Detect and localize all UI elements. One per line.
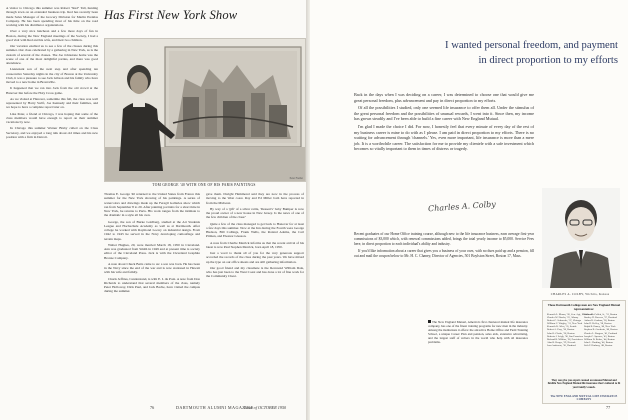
portrait-caption: CHARLES A. COLBY, Wichita, Kansas [550,292,610,296]
paragraph: George, the son of Burke Goldberg, studied at the Art Students League and Hochschule Academy as well as at Dartmouth. After college he worked with Raymond Loewy on industrial design. From 1942 to 1945 he served in the Navy developing camouflage and terrain maps. [104,219,200,241]
ad-body-copy [354,92,534,154]
paragraph: As we visited at Hanover, sometime this fall, the class was well represented by Harry Swift, Joe Kennedy and their families, and we hope to have a complete report later on. [6,96,98,110]
company-name: The NEW ENGLAND MUTUAL LIFE INSURANCE COMPANY [550,395,618,401]
paragraph: A note about Chuck Betts came to us: a son was born. He has been in the Navy since the end of the war and is now stationed in Hawaii with his wife and family. [104,261,200,275]
representative-name: Roberta J. Leigh, '36, San Francisco [547,334,584,338]
column-three [206,192,304,281]
representative-name: Kenneth R. Allen, '35, Seattle [547,325,577,329]
ad-notice [428,320,528,408]
paragraph: A note from Charlie Merrick informs us that the recent arrival of his latest is now Paul Stephen Merrick, born April 18, 1950. [206,240,304,249]
ad-notice-text: The New England Mutual, America's first chartered mutual life insurance company, has one of the finest training programs for new men in the industry. Among the institutions it offers: the attractive Home Office and Field Training School, a unique Career Plan and pension, sales aids, extensive advertising, and the largest staff of writers in the world who help with all insurance problems. [428,320,529,345]
paragraph: Like Peter, a friend at Chicago, I was hoping that some of the class members would have enough to report on their summer vacations by now. [6,111,98,124]
representative-name: Joseph C. Spencer, '43, Boston [584,334,615,338]
paragraph: Quite a few of the class managed to get back to Hanover for at least a few days this summer. Now at the Inn during the Fourth were George Hudson, Bill Collings, Frank Wells, the Roland Adams, the Carl Pitman, and Eleanor Gleason. [206,221,304,239]
representative-name: Charles L. Burgess, '41, Portland [584,331,617,335]
article-headline: Has First New York Show [104,8,238,22]
representative-name: Seth F. Harbury, '48, Boston [584,343,613,347]
folio-issue-date: Issue of OCTOBER 1950 [244,405,287,410]
ad-headline [356,38,618,68]
representative-name: Kenneth L. Moran, '26, Gen. Agt., Manchester [547,313,594,316]
representative-name: Arthur R. Graham, '38, Boston [584,319,615,323]
paragraph: If you'd like information about a career that gives you a business of your own, with no dues paid up and a pension, fill out and mail the coupon below to Mr. H. C. Chaney, Director of Agencies, 501 Boylston Street, Boston 17, Mass. [354,248,534,258]
paragraph: Just a word to thank all of you for the very generous support accorded the records of the class during the past years. We have mixed up the type on our office sheets and are still gathering information. [206,251,304,264]
portrait-photo [542,188,620,288]
folio-magazine-title: DARTMOUTH ALUMNI MAGAZINE [176,405,254,410]
column-two [104,192,200,296]
folio-page-number-right: 77 [606,405,611,410]
bullet-square-icon [428,320,431,323]
representative-name: John O. Clarke, '36, Boston [547,331,575,335]
representative-name: Richard B. Wilkins, '38, Providence [547,337,583,341]
alumni-representatives-box [542,300,626,404]
representative-name: Robert A. Pray, '36, Boston [547,328,575,332]
box-footer: They can give you expert counsel on unusual Mutual and flexible New England Mutual life insurance that's tailored to fit your family's needs. [547,379,621,389]
paragraph: I'm glad I made the choice I did. For now, I honestly feel that every minute of every day of the rest of my business career is mine to do with as I please. I am paid in direct proportion to my efforts. There is no waiting for advancement through 'channels.' Yes, even more important, life insurance is more than a mere job. It is a worthwhile career. The satisfaction for me to provide my clientele with a safe investment which becomes so vitally important to them in times of distress or tragedy. [354,123,534,152]
ad-secondary-copy [354,232,534,261]
paragraph: gave them. Dwight Hammond said they are now in the process of moving to the West coast. Ray and Ed Miller both have reported in from the Midwest. [206,192,304,205]
box-title: These Dartmouth College men are New England Mutual representatives: [547,303,621,311]
representative-name: Charles W. Hawks, '22, Albany [547,316,579,320]
folio-page-number: 76 [150,405,155,410]
column-one [6,6,98,141]
painting-illustration [105,39,305,181]
representative-name: Alan B. Berger, '39, Newark [547,340,576,344]
paragraph: Of all the possibilities I studied, only one seemed life insurance to offer them all. Under the stimulus of the great personal freedom and the possibilities of unusual rewards, I went into it. Since then, my income has grown steadily and I've been able to build a fine career with New England Mutual. [354,105,534,122]
right-page-advertisement [310,0,628,420]
representative-name: Stephen B. Goodwin, '40, Boston [584,328,618,332]
paragraph: Chuck Jeffries, I understand, is with E. I. du Pont. A note from Don Richards to understand that several members of the class, namely Peter Holloway, Dick Paul, and Jack Bache, have visited the campus during the summer. [104,276,200,294]
paragraph: By way of a 'gift' of a silver rattle, 'Dessert's' baby Bumper is now the proud owner of a new house in New Jersey. Is the news of one of the few children of the class? [206,206,304,220]
representative-name: Walter H. Collett, Jr., '31, Boston [584,313,618,316]
paragraph: Our vacation enabled us to see a few of the classes during this summer. Our class celebrated by a gathering in New York, as is the custom of several of the classes. The Joe Johnstone home was the scene of one of the most delightful parties, and there was good attendance. [6,44,98,65]
paragraph: Walter Hughes, 20, were married March 18, 1950 in Cleveland. Ann was graduated from Smith in 1949 and at present time is society editor of the Cleveland Press. Jack is with the Cleveland Graphite Bronze Company. [104,242,200,260]
photo-credit: Peter Fiedler [289,177,303,180]
painting-photo [104,38,306,182]
paragraph: Thomas E. George '40 returned to the United States from France this summer for the New York showing of his paintings. A series of watercolors and drawings made up the Feragil Galleries show which ran from September 8 to 20. After painting portraits for a short time in New York, he returns to Paris. His work ranges from the intimate to the dramatic in a style all his own. [104,192,200,218]
representative-name: Stanley H. Bowers, '37, Hartford [584,316,617,320]
ad-headline-line-2: in direct proportion to my efforts [478,55,618,66]
signature: Charles A. Colby [427,199,497,214]
paragraph: Lieutenant son of the next step and after spending ten consecutive Saturday nights in the city of Boston at the University Club, it was a pleasure to see Jack Gibson and his family who have moved to a new home in Bronxville. [6,67,98,84]
paragraph: Our good friend and my classmate is the Reverend William Dale, who has just been to the West Coast and has done a lot of fine work for the Community Chest. [206,265,304,279]
photo-caption: TOM GEORGE '40 WITH ONE OF HIS PARIS PAINTINGS [152,183,256,187]
paragraph: Over a very nice luncheon and a few more days of fun in Boston, during the New England meetings of the Society, I had a good visit with Red and his wife, and their two children. [6,29,98,42]
paragraph: Back in the days when I was deciding on a career, I was determined to choose one that would give me great personal freedom, plus advancement and pay in direct proportion to my efforts. [354,92,534,103]
paragraph: Recent graduates of our Home Office training course, although new to the life insurance business, earn average first-year commissions of $3,000 which, with renewal commissions added, brings the total yearly income to $5,000. Service Fees here, in direct proportion to each individual's ability and industry. [354,232,534,246]
representatives-list [547,313,621,347]
paragraph: A visitor to Chicago this summer was Robert "Red" Tall, hunting through town on an extended business trip. Red has recently been made Sales Manager of the Grocery Division for Martin Prentiss Company. He has been spending most of his time on the road working with his distributor organizations. [6,6,98,27]
representative-name: William C. Wrigley, '31, New York [547,322,583,326]
representative-name: John H. Kelley, '38, Boston [584,322,612,326]
representative-name: Ralph B. Dancy, '40, New York [584,325,616,329]
portrait-illustration [542,188,620,288]
paragraph: It happened that we ran into Jack from the old crowd at the Hanover Inn before the Holy Cross game. [6,86,98,95]
representative-name: William D. Bolser, '44, Boston [584,337,615,341]
left-page [0,0,306,420]
paragraph: In Chicago this summer Warner Bixby called on the Class Secretary, and we enjoyed a long talk about old times and his new position with a firm in Detroit. [6,126,98,139]
representative-name: Robert C. Schroeder, '37, Chicago [547,319,582,323]
representative-name: Jean Anderson, '30, Hartford [547,343,576,347]
representative-name: John L. Harding, '46, Boston [584,340,613,344]
representative-row [547,344,621,347]
ad-headline-line-1: I wanted personal freedom, and payment [445,40,618,51]
